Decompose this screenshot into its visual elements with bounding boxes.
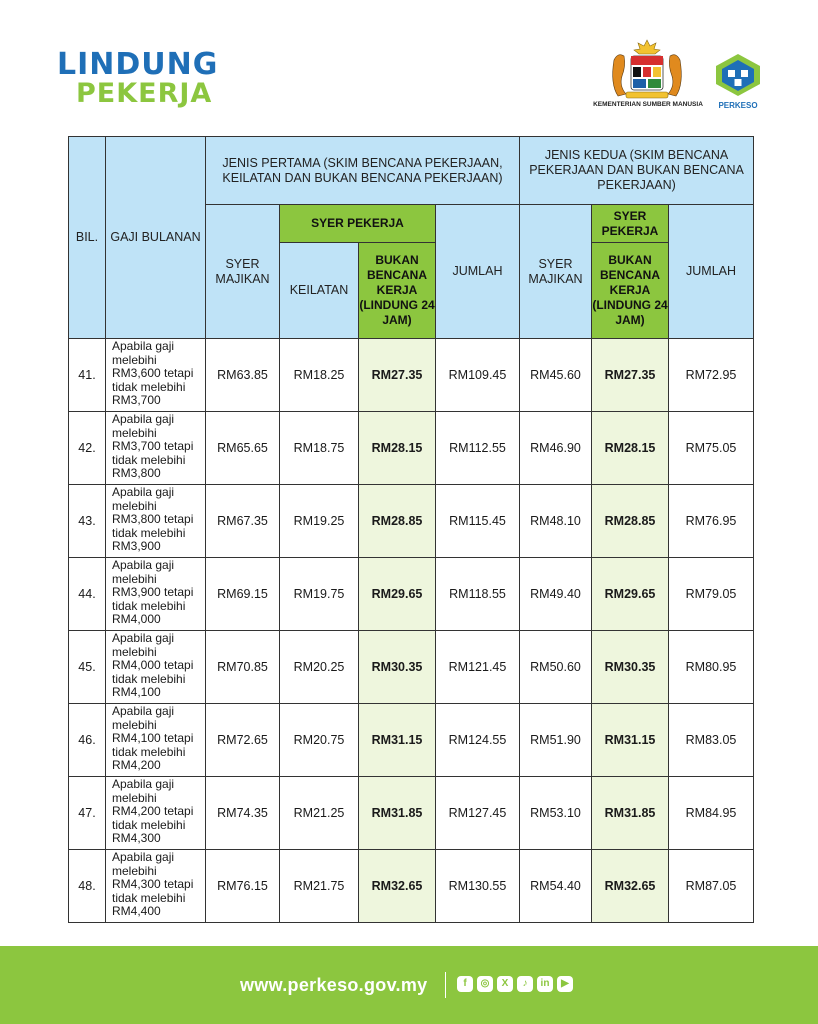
youtube-icon[interactable]: ▶	[557, 976, 573, 992]
row-syer-majikan-1: RM72.65	[206, 704, 280, 777]
table-row	[69, 339, 754, 412]
row-syer-majikan-1: RM69.15	[206, 558, 280, 631]
tiktok-icon[interactable]: ♪	[517, 976, 533, 992]
row-syer-majikan-1: RM65.65	[206, 412, 280, 485]
website-link[interactable]: www.perkeso.gov.my	[240, 975, 428, 995]
row-jumlah-2: RM87.05	[669, 850, 754, 923]
row-bukan-bencana-1: RM28.85	[359, 485, 436, 558]
row-jumlah-1: RM127.45	[436, 777, 520, 850]
instagram-icon[interactable]: ◎	[477, 976, 493, 992]
row-syer-majikan-1: RM76.15	[206, 850, 280, 923]
header-syer-pekerja-1: SYER PEKERJA	[280, 205, 436, 243]
row-keilatan: RM18.75	[280, 412, 359, 485]
row-bukan-bencana-2: RM29.65	[592, 558, 669, 631]
table-row	[69, 631, 754, 704]
contribution-table	[68, 136, 754, 923]
row-jumlah-1: RM112.55	[436, 412, 520, 485]
footer-bar	[0, 946, 818, 1024]
row-bukan-bencana-2: RM32.65	[592, 850, 669, 923]
row-gaji-desc: Apabila gaji melebihi RM3,900 tetapi tidak melebihi RM4,000	[106, 558, 206, 631]
row-gaji-desc: Apabila gaji melebihi RM4,300 tetapi tidak melebihi RM4,400	[106, 850, 206, 923]
row-jumlah-1: RM109.45	[436, 339, 520, 412]
ministry-label: KEMENTERIAN SUMBER MANUSIA	[593, 101, 703, 108]
row-bil: 41.	[69, 339, 106, 412]
row-syer-majikan-2: RM45.60	[520, 339, 592, 412]
row-bukan-bencana-2: RM28.85	[592, 485, 669, 558]
row-jumlah-1: RM130.55	[436, 850, 520, 923]
header-bil: BIL.	[69, 137, 106, 339]
perkeso-label: PERKESO	[718, 101, 758, 110]
perkeso-logo-icon	[712, 52, 764, 98]
row-bil: 48.	[69, 850, 106, 923]
header-syer-majikan-2: SYER MAJIKAN	[520, 205, 592, 339]
table-row	[69, 850, 754, 923]
row-syer-majikan-1: RM70.85	[206, 631, 280, 704]
row-syer-majikan-2: RM54.40	[520, 850, 592, 923]
row-keilatan: RM20.75	[280, 704, 359, 777]
row-gaji-desc: Apabila gaji melebihi RM4,100 tetapi tidak melebihi RM4,200	[106, 704, 206, 777]
row-bil: 43.	[69, 485, 106, 558]
table-row	[69, 558, 754, 631]
header-bukan-bencana-2: BUKAN BENCANA KERJA (LINDUNG 24 JAM)	[592, 243, 669, 339]
row-bil: 47.	[69, 777, 106, 850]
row-bukan-bencana-2: RM31.85	[592, 777, 669, 850]
header-gaji-bulanan: GAJI BULANAN	[106, 137, 206, 339]
row-jumlah-1: RM115.45	[436, 485, 520, 558]
row-keilatan: RM21.75	[280, 850, 359, 923]
lindung-pekerja-logo	[57, 47, 219, 109]
row-bukan-bencana-2: RM27.35	[592, 339, 669, 412]
row-gaji-desc: Apabila gaji melebihi RM4,200 tetapi tidak melebihi RM4,300	[106, 777, 206, 850]
row-bil: 46.	[69, 704, 106, 777]
row-bukan-bencana-1: RM28.15	[359, 412, 436, 485]
row-keilatan: RM19.25	[280, 485, 359, 558]
row-gaji-desc: Apabila gaji melebihi RM4,000 tetapi tidak melebihi RM4,100	[106, 631, 206, 704]
header-syer-pekerja-2: SYER PEKERJA	[592, 205, 669, 243]
table-row	[69, 704, 754, 777]
row-syer-majikan-2: RM48.10	[520, 485, 592, 558]
row-keilatan: RM18.25	[280, 339, 359, 412]
row-jumlah-1: RM118.55	[436, 558, 520, 631]
row-bukan-bencana-2: RM31.15	[592, 704, 669, 777]
row-syer-majikan-1: RM74.35	[206, 777, 280, 850]
row-syer-majikan-1: RM63.85	[206, 339, 280, 412]
header-bukan-bencana-1: BUKAN BENCANA KERJA (LINDUNG 24 JAM)	[359, 243, 436, 339]
header-jumlah-2: JUMLAH	[669, 205, 754, 339]
row-keilatan: RM21.25	[280, 777, 359, 850]
row-bukan-bencana-1: RM27.35	[359, 339, 436, 412]
logo-line-2: PEKERJA	[76, 78, 213, 109]
row-jumlah-2: RM80.95	[669, 631, 754, 704]
row-gaji-desc: Apabila gaji melebihi RM3,800 tetapi tidak melebihi RM3,900	[106, 485, 206, 558]
row-syer-majikan-2: RM50.60	[520, 631, 592, 704]
row-syer-majikan-1: RM67.35	[206, 485, 280, 558]
row-syer-majikan-2: RM49.40	[520, 558, 592, 631]
facebook-icon[interactable]: f	[457, 976, 473, 992]
row-bukan-bencana-1: RM31.15	[359, 704, 436, 777]
row-bil: 42.	[69, 412, 106, 485]
row-bukan-bencana-1: RM29.65	[359, 558, 436, 631]
table-row	[69, 412, 754, 485]
linkedin-icon[interactable]: in	[537, 976, 553, 992]
header-jenis-kedua: JENIS KEDUA (SKIM BENCANA PEKERJAAN DAN BUKAN BENCANA PEKERJAAN)	[520, 137, 754, 205]
row-bil: 45.	[69, 631, 106, 704]
row-jumlah-2: RM72.95	[669, 339, 754, 412]
row-jumlah-1: RM121.45	[436, 631, 520, 704]
footer-divider	[445, 972, 446, 998]
row-bukan-bencana-1: RM32.65	[359, 850, 436, 923]
row-jumlah-1: RM124.55	[436, 704, 520, 777]
table-row	[69, 777, 754, 850]
row-gaji-desc: Apabila gaji melebihi RM3,600 tetapi tidak melebihi RM3,700	[106, 339, 206, 412]
row-jumlah-2: RM79.05	[669, 558, 754, 631]
row-jumlah-2: RM75.05	[669, 412, 754, 485]
row-jumlah-2: RM83.05	[669, 704, 754, 777]
logo-line-1: LINDUNG	[57, 47, 219, 82]
header-keilatan: KEILATAN	[280, 243, 359, 339]
row-bukan-bencana-1: RM30.35	[359, 631, 436, 704]
row-gaji-desc: Apabila gaji melebihi RM3,700 tetapi tidak melebihi RM3,800	[106, 412, 206, 485]
row-syer-majikan-2: RM53.10	[520, 777, 592, 850]
coat-of-arms-icon	[606, 38, 688, 104]
row-jumlah-2: RM76.95	[669, 485, 754, 558]
row-bukan-bencana-2: RM28.15	[592, 412, 669, 485]
row-bukan-bencana-1: RM31.85	[359, 777, 436, 850]
row-bil: 44.	[69, 558, 106, 631]
row-bukan-bencana-2: RM30.35	[592, 631, 669, 704]
header-syer-majikan-1: SYER MAJIKAN	[206, 205, 280, 339]
row-keilatan: RM20.25	[280, 631, 359, 704]
row-syer-majikan-2: RM51.90	[520, 704, 592, 777]
x-icon[interactable]: X	[497, 976, 513, 992]
table-row	[69, 485, 754, 558]
row-syer-majikan-2: RM46.90	[520, 412, 592, 485]
header-jenis-pertama: JENIS PERTAMA (SKIM BENCANA PEKERJAAN, KEILATAN DAN BUKAN BENCANA PEKERJAAN)	[206, 137, 520, 205]
row-jumlah-2: RM84.95	[669, 777, 754, 850]
header-jumlah-1: JUMLAH	[436, 205, 520, 339]
row-keilatan: RM19.75	[280, 558, 359, 631]
